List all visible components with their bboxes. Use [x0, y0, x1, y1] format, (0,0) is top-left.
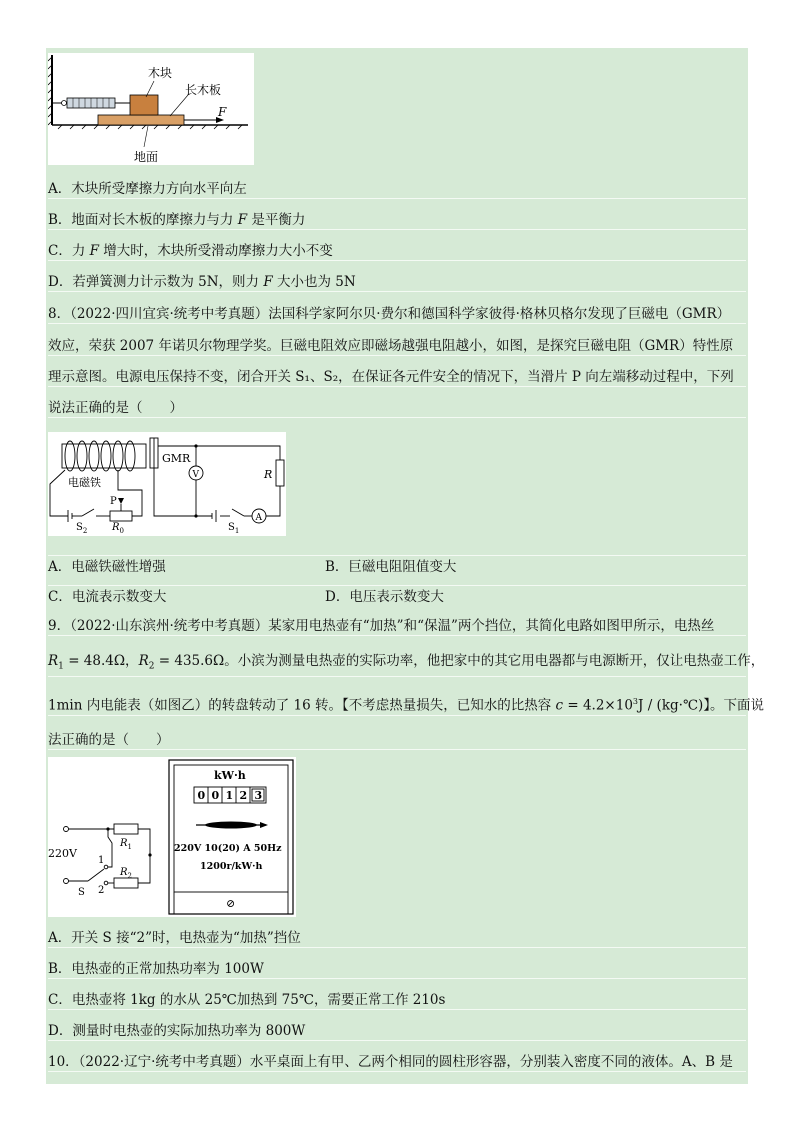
- q7-option-b: B．地面对长木板的摩擦力与力 F 是平衡力: [48, 211, 746, 230]
- q8-stem-line: 说法正确的是（ ）: [48, 399, 746, 418]
- meter-digit: 0: [211, 789, 220, 802]
- meter-digit: 0: [197, 789, 206, 802]
- q7-option-d: D．若弹簧测力计示数为 5N，则力 F 大小也为 5N: [48, 273, 746, 292]
- meter-knob-icon: ⊘: [226, 897, 236, 910]
- q8-stem-line: 理示意图。电源电压保持不变，闭合开关 S₁、S₂，在保证各元件安全的情况下，当滑片 P 向左端移动过程中，下列: [48, 368, 746, 387]
- q9-option-b: B．电热壶的正常加热功率为 100W: [48, 960, 746, 979]
- voltmeter-label: V: [192, 470, 199, 480]
- board-label: 长木板: [185, 83, 222, 97]
- ammeter-label: A: [255, 513, 262, 523]
- meter-digit: 1: [225, 789, 234, 802]
- q10-stem-line: 10．（2022·辽宁·统考中考真题）水平桌面上有甲、乙两个相同的圆柱形容器，分别装入密度不同的液体。A、B 是: [48, 1053, 746, 1072]
- switch-s2-label: $S_2$: [76, 522, 88, 535]
- q8-option-b: B．巨磁电阻阻值变大: [325, 559, 457, 575]
- q9-stem-line: $R_1 = 48.4\Omega$，$R_2 = 435.6\Omega$。小滨为测量电热壶的实际功率，他把家中的其它用电器都与电源断开，仅让电热壶工作，: [48, 652, 746, 677]
- meter-unit: kW·h: [214, 769, 246, 782]
- switch-s-label: S: [78, 887, 85, 898]
- q8-stem-line: 8．（2022·四川宜宾·统考中考真题）法国科学家阿尔贝·费尔和德国科学家彼得·格林贝格尔发现了巨磁电（GMR）: [48, 305, 746, 324]
- meter-spec-rating: 220V 10(20) A 50Hz: [174, 843, 282, 854]
- q9-option-a: A．开关 S 接“2”时，电热壶为“加热”挡位: [48, 929, 746, 948]
- block-label: 木块: [148, 66, 173, 80]
- resistor-r0-label: $R_0$: [112, 522, 124, 535]
- meter-digit: 2: [239, 789, 248, 802]
- slider-p-label: P: [110, 496, 117, 507]
- q9-stem-line: 法正确的是（ ）: [48, 731, 746, 750]
- switch-s1-label: $S_1$: [228, 522, 240, 535]
- meter-digit: 3: [254, 789, 263, 802]
- q7-option-a: A．木块所受摩擦力方向水平向左: [48, 180, 746, 199]
- q7-option-c: C．力 F 增大时，木块所受滑动摩擦力大小不变: [48, 242, 746, 261]
- q9-option-c: C．电热壶将 1kg 的水从 25℃加热到 75℃，需要正常工作 210s: [48, 991, 746, 1010]
- resistor-r-label: R: [264, 468, 273, 481]
- meter-spec-constant: 1200r/kW·h: [200, 861, 263, 872]
- q9-stem-line: 9．（2022·山东滨州·统考中考真题）某家用电热壶有“加热”和“保温”两个挡位，其简化电路如图甲所示，电热丝: [48, 617, 746, 636]
- q8-option-c: C．电流表示数变大: [48, 589, 167, 605]
- energy-meter-figure: [166, 757, 296, 917]
- contact-1-label: 1: [98, 855, 105, 866]
- ground-label: 地面: [134, 150, 159, 164]
- r2-label: $R_2$: [120, 867, 132, 880]
- q8-option-d: D．电压表示数变大: [325, 589, 444, 605]
- r1-label: $R_1$: [120, 838, 132, 851]
- friction-figure: [48, 53, 254, 165]
- gmr-circuit-figure: [48, 432, 286, 536]
- kettle-circuit-figure: [48, 757, 166, 917]
- voltage-220v-label: 220V: [48, 847, 77, 860]
- q9-stem-line: 1min 内电能表（如图乙）的转盘转动了 16 转。【不考虑热量损失，已知水的比热容 $c = 4.2\times 10^3J$ / (kg·℃)】。下面说: [48, 693, 746, 716]
- q9-option-d: D．测量时电热壶的实际加热功率为 800W: [48, 1022, 746, 1041]
- q8-stem-line: 效应，荣获 2007 年诺贝尔物理学奖。巨磁电阻效应即磁场越强电阻越小，如图，是探究巨磁电阻（GMR）特性原: [48, 337, 746, 356]
- q8-option-a: A．电磁铁磁性增强: [48, 559, 166, 575]
- electromagnet-label: 电磁铁: [68, 476, 101, 489]
- force-label: F: [218, 105, 227, 119]
- gmr-label: GMR: [162, 452, 191, 465]
- contact-2-label: 2: [98, 885, 105, 896]
